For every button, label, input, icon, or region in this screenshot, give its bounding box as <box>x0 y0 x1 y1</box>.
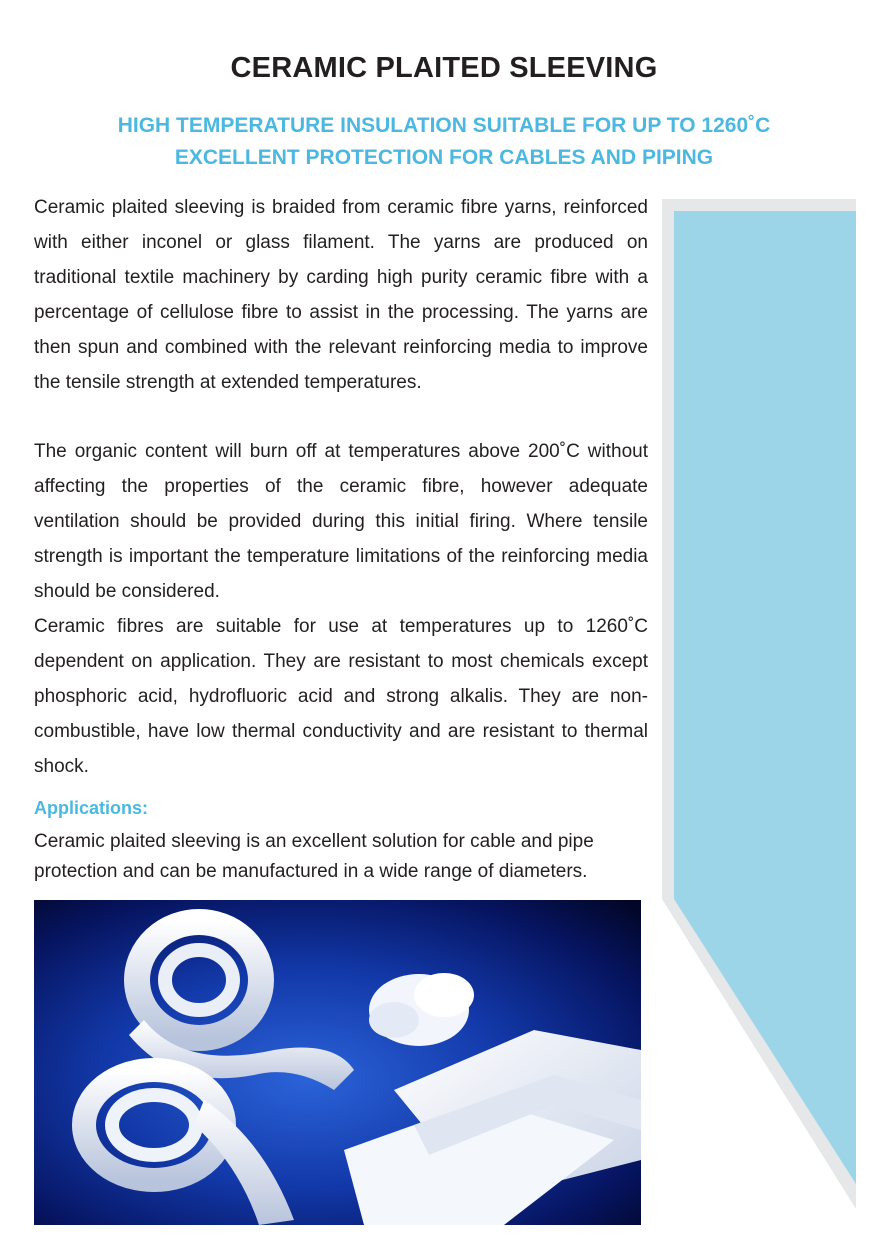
paragraph-organic-content: The organic content will burn off at temperatures above 200˚C without affecting the properties of the ceramic fibre, however adequate ventilation should be provided during this initial firing. Where tensile strength is important the temperature limitations of the reinforcing media should be considered. <box>34 441 648 602</box>
side-panel-blue-fill <box>674 211 856 1184</box>
applications-text: Ceramic plaited sleeving is an excellent solution for cable and pipe protection and can be manufactured in a wide range of diameters. <box>34 831 594 882</box>
decorative-side-panel <box>662 199 856 1209</box>
paragraph-description: Ceramic plaited sleeving is braided from ceramic fibre yarns, reinforced with either inconel or glass filament. The yarns are produced on traditional textile machinery by carding high purity ceramic fibre with a percentage of cellulose fibre to assist in the processing. The yarns are then spun and combined with the relevant reinforcing media to improve the tensile strength at extended temperatures. <box>34 197 648 393</box>
paragraph-fibre-properties: Ceramic fibres are suitable for use at temperatures up to 1260˚C dependent on application. They are resistant to most chemicals except phosphoric acid, hydrofluoric acid and strong alkalis. They are non-combustible, have low thermal conductivity and are resistant to thermal shock. <box>34 616 648 777</box>
page-title: CERAMIC PLAITED SLEEVING <box>230 52 658 84</box>
subtitle-protection: EXCELLENT PROTECTION FOR CABLES AND PIPING <box>174 146 714 169</box>
applications-heading: Applications: <box>34 798 149 818</box>
product-photo <box>34 900 641 1225</box>
subtitle-temperature: HIGH TEMPERATURE INSULATION SUITABLE FOR UP TO 1260˚C <box>117 114 771 137</box>
